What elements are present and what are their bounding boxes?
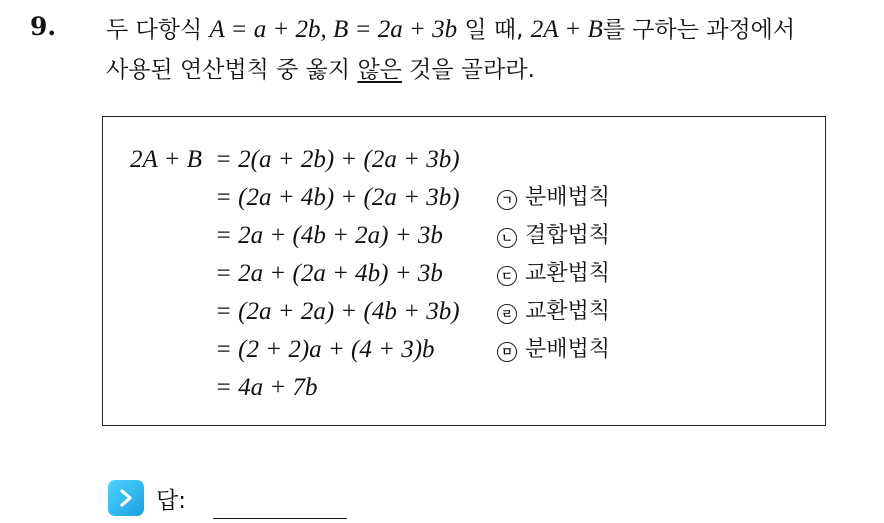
derivation-step [215, 256, 443, 292]
step-annotation [497, 180, 610, 216]
step-annotation [497, 256, 610, 292]
step-expression: = (2a + 2a) + (4b + 3b) [215, 298, 460, 325]
circled-marker: ㄴ [497, 228, 517, 248]
derivation-step [215, 294, 460, 330]
underlined-keyword: 않은 [357, 57, 402, 83]
step-annotation [497, 332, 610, 368]
arrow-right-icon [108, 480, 144, 516]
derivation-step [215, 332, 435, 368]
step-expression: = (2 + 2)a + (4 + 3)b [215, 336, 435, 363]
answer-row [108, 478, 186, 518]
math-expression: A = a + 2b, B = 2a + 3b [209, 16, 458, 43]
derivation-step [215, 370, 318, 406]
step-expression: = (2a + 4b) + (2a + 3b) [215, 184, 460, 211]
derivation-step [215, 180, 460, 216]
circled-marker: ㄷ [497, 266, 517, 286]
circled-marker: ㄹ [497, 304, 517, 324]
law-name: 분배법칙 [525, 185, 611, 210]
math-expression: 2A + B [530, 16, 603, 43]
question-text-part: 를 구하는 과정에서 [602, 17, 796, 43]
question-line-1 [106, 10, 866, 50]
question-line-2 [106, 50, 866, 90]
derivation-box [102, 116, 826, 426]
derivation-lhs [130, 142, 202, 178]
lhs-expression: 2A + B [130, 146, 202, 173]
derivation-step [215, 142, 460, 178]
step-expression: = 2a + (2a + 4b) + 3b [215, 260, 443, 287]
question-text [106, 10, 866, 90]
step-expression: = 4a + 7b [215, 374, 318, 401]
circled-marker: ㅁ [497, 342, 517, 362]
law-name: 분배법칙 [525, 337, 611, 362]
law-name: 교환법칙 [525, 261, 611, 286]
derivation-step [215, 218, 443, 254]
law-name: 교환법칙 [525, 299, 611, 324]
answer-blank[interactable] [213, 518, 347, 519]
circled-marker: ㄱ [497, 190, 517, 210]
question-text-part: 일 때, [457, 17, 531, 43]
question-text-part: 사용된 연산법칙 중 옳지 [106, 57, 358, 83]
step-expression: = 2a + (4b + 2a) + 3b [215, 222, 443, 249]
question-text-part: 두 다항식 [106, 17, 210, 43]
step-annotation [497, 294, 610, 330]
step-annotation [497, 218, 610, 254]
answer-label: 답: [156, 487, 186, 514]
question-number: 9. [30, 12, 57, 41]
law-name: 결합법칙 [525, 223, 611, 248]
step-expression: = 2(a + 2b) + (2a + 3b) [215, 146, 460, 173]
question-text-part: 것을 골라라. [401, 57, 535, 83]
